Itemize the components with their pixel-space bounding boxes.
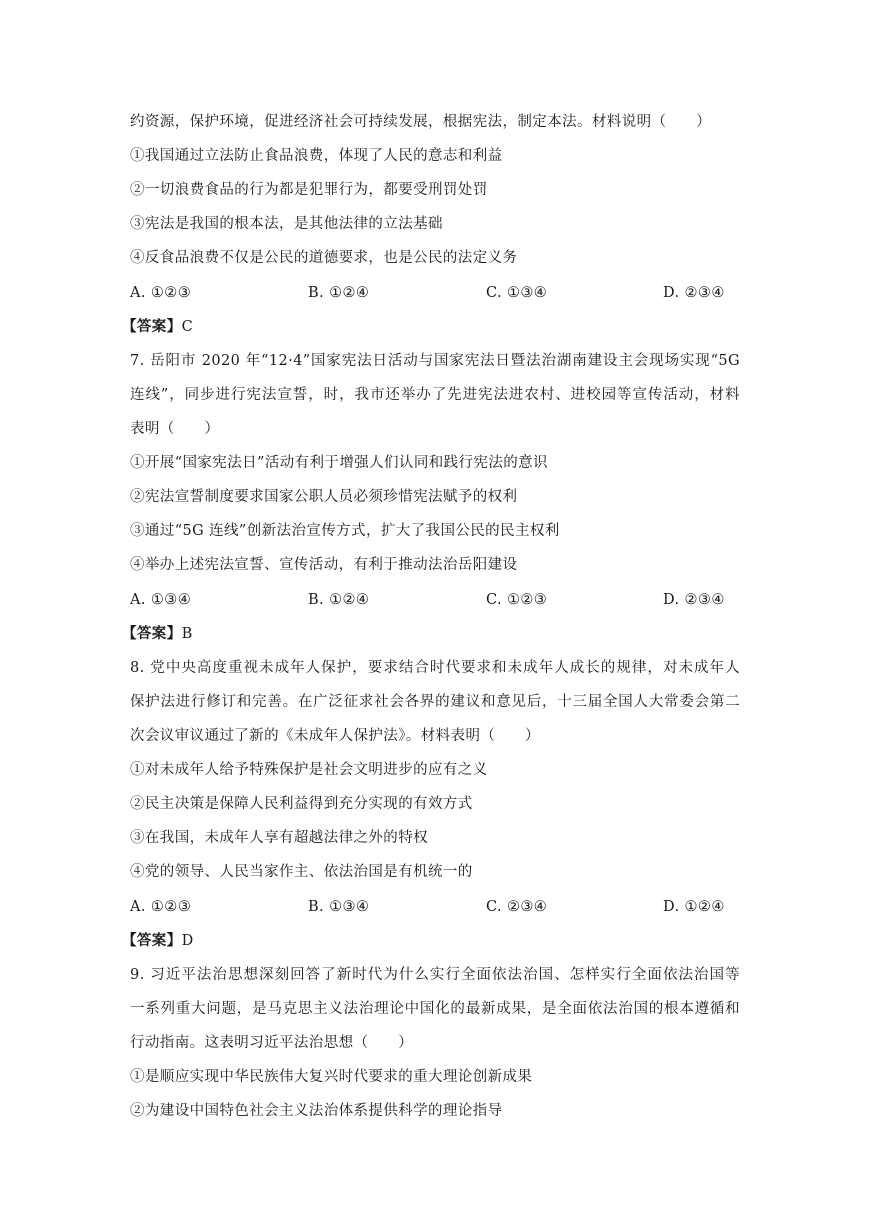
- q7-stem-line-1: 7. 岳阳市 2020 年“12·4”国家宪法日活动与国家宪法日暨法治湖南建设主会现场实现“5G: [130, 353, 740, 369]
- q6-statement-4: ④反食品浪费不仅是公民的道德要求，也是公民的法定义务: [130, 250, 518, 266]
- q8-options: [130, 897, 740, 917]
- q7-option-d: D. ②③④: [663, 592, 725, 608]
- q8-statement-1: ①对未成年人给予特殊保护是社会文明进步的应有之义: [130, 762, 488, 778]
- q6-answer: [122, 317, 732, 337]
- q7-option-a: A. ①③④: [130, 592, 192, 608]
- q6-option-b: B. ①②④: [308, 285, 370, 301]
- q6-option-d: D. ②③④: [663, 285, 725, 301]
- q9-statement-1: ①是顺应实现中华民族伟大复兴时代要求的重大理论创新成果: [130, 1069, 533, 1085]
- q8-statement-4: ④党的领导、人民当家作主、依法治国是有机统一的: [130, 864, 473, 880]
- q8-option-d: D. ①②④: [663, 899, 725, 915]
- q7-statement-3: ③通过“5G 连线”创新法治宣传方式，扩大了我国公民的民主权利: [130, 523, 560, 539]
- q8-statement-3: ③在我国，未成年人享有超越法律之外的特权: [130, 830, 428, 846]
- q9-statement-2: ②为建设中国特色社会主义法治体系提供科学的理论指导: [130, 1103, 503, 1119]
- q9-stem-line-2: 一系列重大问题，是马克思主义法治理论中国化的最新成果，是全面依法治国的根本遵循和: [130, 1001, 740, 1017]
- q7-option-c: C. ①②③: [486, 592, 548, 608]
- q7-statement-4: ④举办上述宪法宣誓、宣传活动，有利于推动法治岳阳建设: [130, 557, 518, 573]
- q7-answer-label: 【答案】: [122, 625, 182, 642]
- q6-statement-3: ③宪法是我国的根本法，是其他法律的立法基础: [130, 216, 443, 232]
- q6-statement-1: ①我国通过立法防止食品浪费，体现了人民的意志和利益: [130, 148, 503, 164]
- q6-answer-label: 【答案】: [122, 318, 182, 335]
- q7-options: [130, 590, 740, 610]
- q6-stem-tail: 约资源，保护环境，促进经济社会可持续发展，根据宪法，制定本法。材料说明（ ）: [130, 114, 712, 130]
- q7-statement-2: ②宪法宣誓制度要求国家公职人员必须珍惜宪法赋予的权利: [130, 489, 518, 505]
- q9-stem-line-3: 行动指南。这表明习近平法治思想（ ）: [130, 1035, 414, 1051]
- q8-option-a: A. ①②③: [130, 899, 192, 915]
- q7-answer: [122, 624, 732, 644]
- q6-answer-value: C: [181, 319, 194, 335]
- q6-option-a: A. ①②③: [130, 285, 192, 301]
- q7-statement-1: ①开展“国家宪法日”活动有利于增强人们认同和践行宪法的意识: [130, 455, 548, 471]
- q8-answer-label: 【答案】: [122, 932, 182, 949]
- q8-answer: [122, 931, 732, 951]
- q6-options: [130, 283, 740, 303]
- q8-stem-line-3: 次会议审议通过了新的《未成年人保护法》。材料表明（ ）: [130, 728, 540, 744]
- q6-statement-2: ②一切浪费食品的行为都是犯罪行为，都要受刑罚处罚: [130, 182, 488, 198]
- q8-option-b: B. ①③④: [308, 899, 370, 915]
- q8-stem-line-1: 8. 党中央高度重视未成年人保护，要求结合时代要求和未成年人成长的规律，对未成年人: [130, 660, 740, 676]
- q9-stem-line-1: 9. 习近平法治思想深刻回答了新时代为什么实行全面依法治国、怎样实行全面依法治国等: [130, 967, 740, 983]
- q8-stem-line-2: 保护法进行修订和完善。在广泛征求社会各界的建议和意见后，十三届全国人大常委会第二: [130, 694, 740, 710]
- q7-answer-value: B: [181, 626, 193, 642]
- q8-option-c: C. ②③④: [486, 899, 548, 915]
- q7-stem-line-2: 连线”，同步进行宪法宣誓，时，我市还举办了先进宪法进农村、进校园等宣传活动，材料: [130, 387, 740, 403]
- q8-statement-2: ②民主决策是保障人民利益得到充分实现的有效方式: [130, 796, 473, 812]
- q6-option-c: C. ①③④: [486, 285, 548, 301]
- q7-stem-line-3: 表明（ ）: [130, 421, 220, 437]
- q8-answer-value: D: [181, 933, 194, 949]
- q7-option-b: B. ①②④: [308, 592, 370, 608]
